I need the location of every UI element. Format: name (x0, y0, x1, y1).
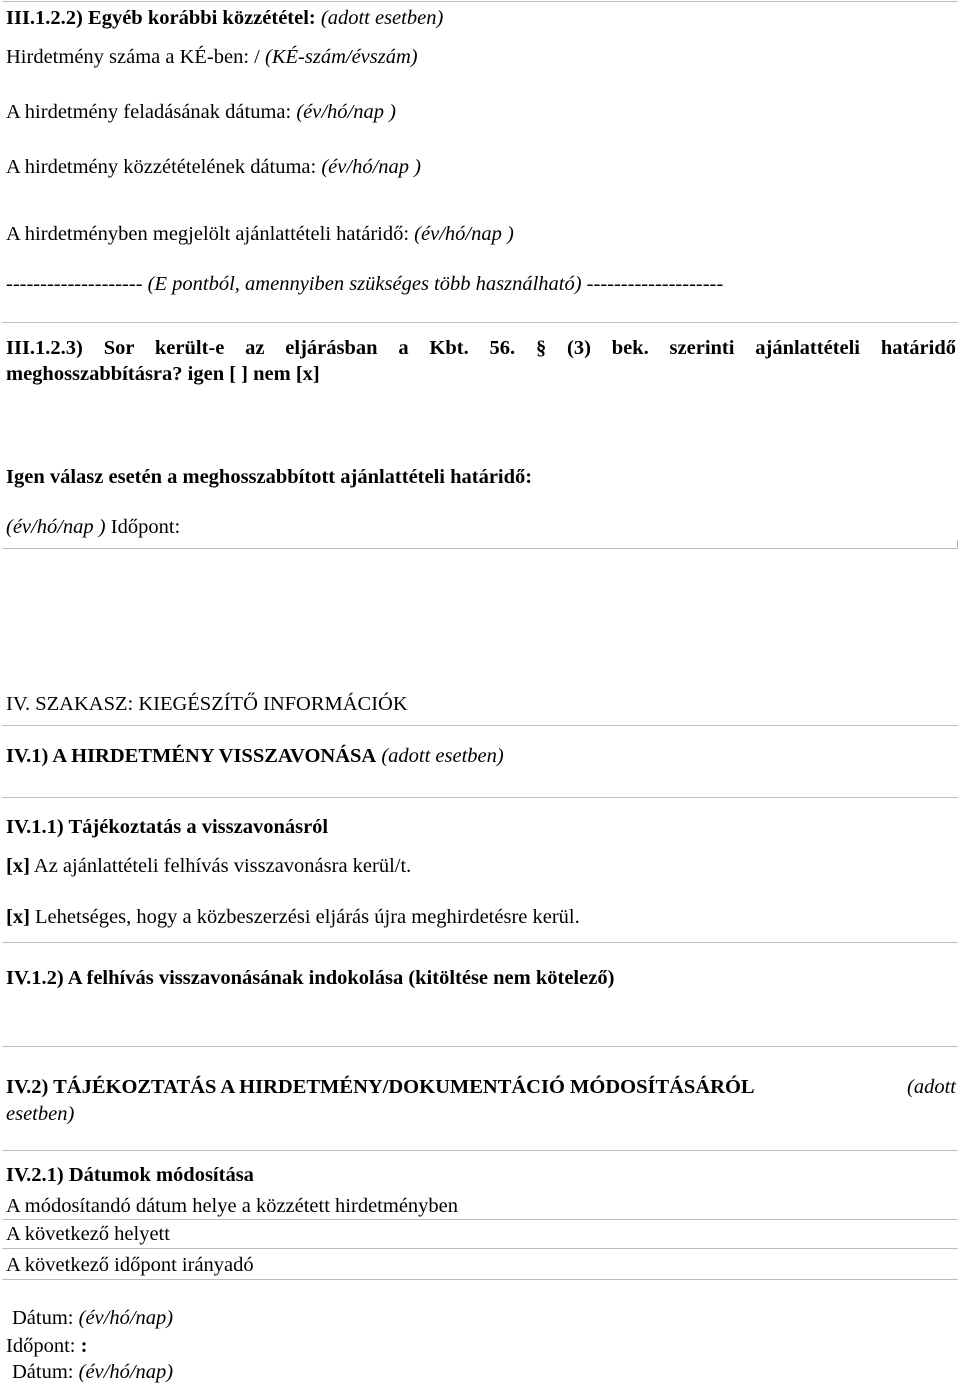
heading-iii-1-2-3-line1: III.1.2.3) Sor került-e az eljárásban a Kbt. 56. § (3) bek. szerinti ajánlattételi határidő (6, 337, 956, 359)
kozzetetel-label: A hirdetmény közzétételének dátuma: (6, 156, 317, 178)
rule (2, 797, 958, 798)
extended-deadline-line (6, 515, 956, 539)
heading-title: Egyéb korábbi közzététel: (88, 7, 316, 29)
kozzetetel-value: (év/hó/nap ) (321, 156, 421, 178)
checkbox-label: Lehetséges, hogy a közbeszerzési eljárás újra meghirdetésre kerül. (35, 906, 580, 928)
rule (2, 1, 958, 2)
igen-valasz-label: Igen válasz esetén a meghosszabbított ajánlattételi határidő: (6, 466, 533, 488)
iv-1-note: (adott esetben) (381, 745, 504, 767)
checkbox-row-visszavonas (6, 854, 956, 878)
idopont-value: : (80, 1335, 88, 1357)
rule (2, 1279, 958, 1280)
checkbox-label: Az ajánlattételi felhívás visszavonásra kerül/t. (33, 855, 412, 877)
iv-2-note: (adott (907, 1076, 956, 1098)
repeat-note: (E pontból, amennyiben szükséges több használható) (147, 273, 582, 295)
feladas-label: A hirdetmény feladásának dátuma: (6, 101, 292, 123)
dashes-right: -------------------- (586, 273, 724, 295)
rule (2, 1150, 958, 1151)
helyett-label: A következő helyett (6, 1223, 170, 1245)
heading-iii-1-2-3-line2: meghosszabbításra? igen [ ] nem [x] (6, 363, 320, 385)
rule (2, 942, 958, 943)
checkbox-row-ujra (6, 905, 956, 929)
iv-2-title: IV.2) TÁJÉKOZTATÁS A HIRDETMÉNY/DOKUMENTÁCIÓ MÓDOSÍTÁSÁRÓL (6, 1076, 755, 1098)
datum-value: (év/hó/nap) (78, 1361, 174, 1383)
heading-note: (adott esetben) (320, 7, 444, 29)
hatarido-value: (év/hó/nap ) (414, 223, 514, 245)
modositando-label: A módosítandó dátum helye a közzétett hirdetményben (6, 1195, 459, 1217)
rule (2, 1248, 958, 1249)
dashes-left: -------------------- (6, 273, 143, 295)
ke-number-value: (KÉ-szám/évszám) (265, 46, 418, 68)
section-iv-title: IV. SZAKASZ: KIEGÉSZÍTŐ INFORMÁCIÓK (6, 693, 408, 715)
iranyado-label: A következő időpont irányadó (6, 1254, 254, 1276)
idopont-line (6, 1334, 956, 1358)
iv-2-note-continued: esetben) (6, 1103, 75, 1125)
ke-number-label: Hirdetmény száma a KÉ-ben: / (6, 46, 260, 68)
datum-value: (év/hó/nap) (78, 1307, 174, 1329)
iv-2-1-title: IV.2.1) Dátumok módosítása (6, 1164, 254, 1186)
rule (2, 1046, 958, 1047)
rule (2, 1219, 958, 1220)
date-placeholder: (év/hó/nap ) (6, 516, 106, 538)
rule-tick (957, 540, 958, 549)
ke-number-line (6, 45, 956, 69)
hatarido-line (6, 222, 956, 246)
heading-number: III.1.2.2) (6, 7, 83, 29)
feladas-line (6, 100, 956, 124)
feladas-value: (év/hó/nap ) (296, 101, 396, 123)
iv-2-line1 (6, 1075, 956, 1099)
hatarido-label: A hirdetményben megjelölt ajánlattételi határidő: (6, 223, 410, 245)
rule (2, 322, 958, 323)
iv-1-2-title: IV.1.2) A felhívás visszavonásának indokolása (kitöltése nem kötelező) (6, 967, 615, 989)
datum-line-2 (12, 1360, 956, 1384)
checkbox-checked: [x] (6, 855, 30, 877)
rule (2, 725, 958, 726)
heading-iii-1-2-2 (6, 6, 956, 30)
kozzetetel-line (6, 155, 956, 179)
datum-label: Dátum: (12, 1361, 74, 1383)
datum-line-1 (12, 1306, 956, 1330)
checkbox-checked: [x] (6, 906, 30, 928)
iv-1-line (6, 744, 956, 768)
datum-label: Dátum: (12, 1307, 74, 1329)
rule (2, 548, 958, 549)
idopont-label: Időpont: (110, 516, 181, 538)
iv-1-1-title: IV.1.1) Tájékoztatás a visszavonásról (6, 816, 329, 838)
repeat-note-line (6, 272, 956, 296)
iv-1-title: IV.1) A HIRDETMÉNY VISSZAVONÁSA (6, 745, 377, 767)
idopont-label: Időpont: (6, 1335, 76, 1357)
